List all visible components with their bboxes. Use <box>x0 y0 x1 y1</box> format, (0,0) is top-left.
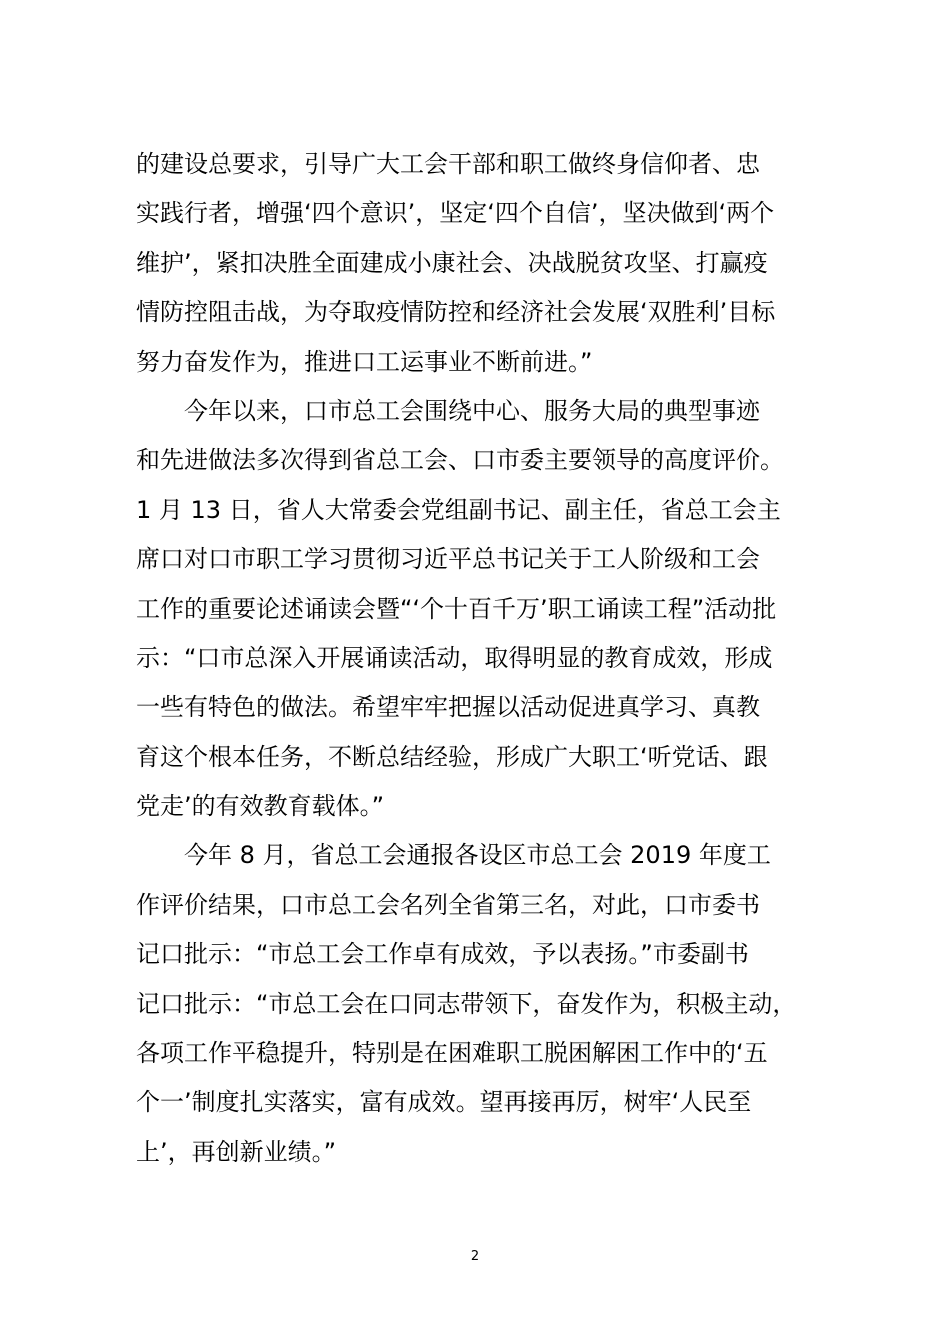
text-line: 实践行者，增强‘四个意识’，坚定‘四个自信’，坚决做到‘两个 <box>136 199 775 228</box>
text-line: 个一’制度扎实落实，富有成效。望再接再厉，树牢‘人民至 <box>136 1088 752 1117</box>
text-line: 的建设总要求，引导广大工会干部和职工做终身信仰者、忠 <box>136 150 760 178</box>
text-line: 示：“口市总深入开展诵读活动，取得明显的教育成效，形成 <box>136 643 773 672</box>
text-line: 育这个根本任务，不断总结经验，形成广大职工‘听党话、跟 <box>136 742 768 771</box>
body-text <box>136 140 836 1177</box>
text-line: 记口批示：“市总工会工作卓有成效，予以表扬。”市委副书 <box>136 940 749 969</box>
text-line: 工作的重要论述诵读会暨“‘个十百千万’职工诵读工程”活动批 <box>136 594 777 623</box>
text-line: 一些有特色的做法。希望牢牢把握以活动促进真学习、真教 <box>136 693 760 722</box>
text-line: 作评价结果，口市总工会名列全省第三名，对此，口市委书 <box>136 890 760 919</box>
text-line: 记口批示：“市总工会在口同志带领下，奋发作为，积极主动， <box>136 989 797 1018</box>
page-number: 2 <box>470 1249 480 1264</box>
text-line: 维护’，紧扣决胜全面建成小康社会、决战脱贫攻坚、打赢疫 <box>136 248 768 277</box>
text-line: 党走’的有效教育载体。” <box>136 792 385 821</box>
text-line: 上’，再创新业绩。” <box>136 1137 337 1166</box>
text-line: 努力奋发作为，推进口工运事业不断前进。” <box>136 347 593 376</box>
paragraph-first-line: 今年以来，口市总工会围绕中心、服务大局的典型事迹 <box>184 396 760 425</box>
text-line: 1 月 13 日，省人大常委会党组副书记、副主任，省总工会主 <box>136 495 781 524</box>
paragraph-first-line: 今年 8 月，省总工会通报各设区市总工会 2019 年度工 <box>184 841 771 870</box>
text-line: 和先进做法多次得到省总工会、口市委主要领导的高度评价。 <box>136 446 784 475</box>
text-line: 各项工作平稳提升，特别是在困难职工脱困解困工作中的‘五 <box>136 1039 768 1068</box>
text-line: 席口对口市职工学习贯彻习近平总书记关于工人阶级和工会 <box>136 545 760 574</box>
text-line: 情防控阻击战，为夺取疫情防控和经济社会发展‘双胜利’目标 <box>136 298 776 327</box>
